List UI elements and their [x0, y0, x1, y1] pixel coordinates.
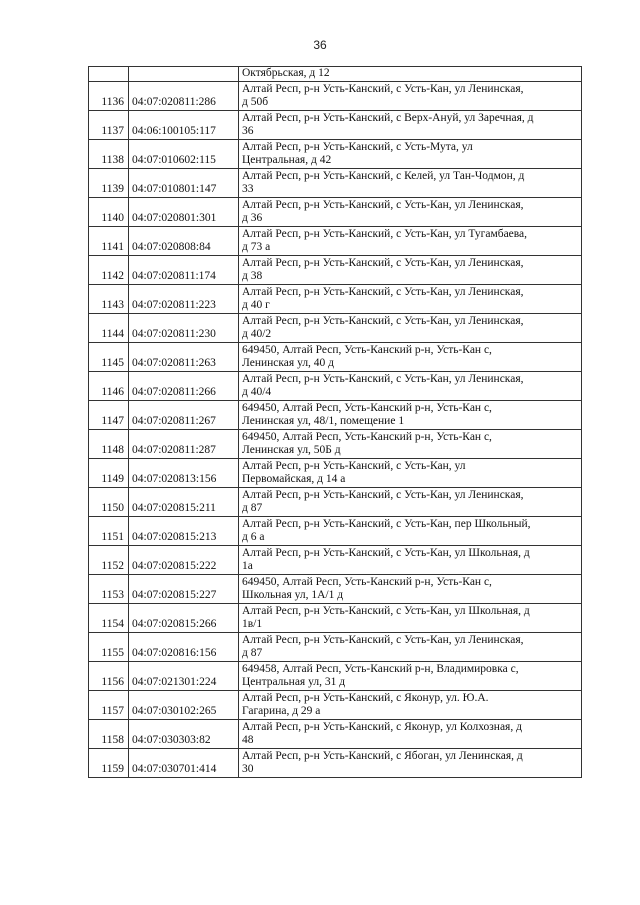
row-number-cell: 1143: [89, 284, 129, 313]
address-cell: [239, 139, 582, 168]
address-cell: [239, 110, 582, 139]
table-row: [89, 632, 582, 661]
cadastral-number-cell: 04:07:020811:287: [129, 429, 239, 458]
address-line: Алтай Респ, р-н Усть-Канский, с Яконур, ул. Ю.А.: [242, 691, 489, 704]
table-row: [89, 342, 582, 371]
address-cell: [239, 67, 582, 82]
address-line: 649458, Алтай Респ, Усть-Канский р-н, Владимировка с,: [242, 662, 519, 675]
table-row: [89, 81, 582, 110]
address-line: д 38: [242, 270, 263, 282]
address-line: 33: [242, 183, 254, 195]
row-number-cell: 1153: [89, 574, 129, 603]
address-line: 30: [242, 763, 254, 775]
address-line: 36: [242, 125, 254, 137]
cadastral-number-cell: 04:07:030701:414: [129, 748, 239, 777]
cadastral-number-cell: 04:07:020815:213: [129, 516, 239, 545]
address-line: Алтай Респ, р-н Усть-Канский, с Усть-Кан, ул: [242, 459, 466, 472]
cadastral-number-cell: 04:07:020815:227: [129, 574, 239, 603]
address-line: Алтай Респ, р-н Усть-Канский, с Усть-Кан, ул Ленинская,: [242, 256, 524, 269]
cadastral-number-cell: 04:07:030303:82: [129, 719, 239, 748]
address-line: 649450, Алтай Респ, Усть-Канский р-н, Усть-Кан с,: [242, 343, 492, 356]
cadastral-number-cell: 04:07:020811:174: [129, 255, 239, 284]
cadastral-number-cell: 04:07:020811:266: [129, 371, 239, 400]
address-line: Алтай Респ, р-н Усть-Канский, с Усть-Кан, ул Ленинская,: [242, 314, 524, 327]
address-cell: [239, 487, 582, 516]
address-line: Ленинская ул, 50Б д: [242, 444, 341, 456]
address-cell: [239, 400, 582, 429]
cadastral-number-cell: 04:07:020811:223: [129, 284, 239, 313]
address-line: д 40/4: [242, 386, 272, 398]
address-line: Центральная, д 42: [242, 154, 332, 166]
address-cell: [239, 313, 582, 342]
table-row: [89, 429, 582, 458]
table-row: [89, 139, 582, 168]
row-number-cell: 1155: [89, 632, 129, 661]
address-line: Алтай Респ, р-н Усть-Канский, с Усть-Кан, ул Ленинская,: [242, 285, 524, 298]
address-line: д 73 а: [242, 241, 271, 253]
row-number-cell: 1147: [89, 400, 129, 429]
table-row: [89, 748, 582, 777]
address-line: Алтай Респ, р-н Усть-Канский, с Усть-Кан, ул Школьная, д: [242, 546, 530, 559]
address-cell: [239, 545, 582, 574]
address-line: Алтай Респ, р-н Усть-Канский, с Усть-Кан, ул Ленинская,: [242, 82, 524, 95]
cadastral-number-cell: 04:07:020801:301: [129, 197, 239, 226]
address-line: 649450, Алтай Респ, Усть-Канский р-н, Усть-Кан с,: [242, 575, 492, 588]
address-line: д 40 г: [242, 299, 270, 311]
address-cell: [239, 690, 582, 719]
address-cell: [239, 168, 582, 197]
address-line: Алтай Респ, р-н Усть-Канский, с Усть-Мута, ул: [242, 140, 473, 153]
table-row: [89, 197, 582, 226]
address-line: Алтай Респ, р-н Усть-Канский, с Усть-Кан, пер Школьный,: [242, 517, 531, 530]
address-cell: [239, 429, 582, 458]
table-row: [89, 371, 582, 400]
address-cell: [239, 632, 582, 661]
cadastral-number-cell: 04:07:020811:263: [129, 342, 239, 371]
address-cell: [239, 226, 582, 255]
address-line: Алтай Респ, р-н Усть-Канский, с Келей, ул Тан-Чодмон, д: [242, 169, 525, 182]
address-line: д 87: [242, 502, 263, 514]
cadastral-number-cell: 04:07:020811:286: [129, 81, 239, 110]
row-number-cell: 1142: [89, 255, 129, 284]
table-row: [89, 313, 582, 342]
row-number-cell: 1141: [89, 226, 129, 255]
table-row: [89, 255, 582, 284]
table-row: [89, 661, 582, 690]
address-line: Октябрьская, д 12: [242, 67, 330, 79]
address-line: Алтай Респ, р-н Усть-Канский, с Усть-Кан, ул Ленинская,: [242, 633, 524, 646]
row-number-cell: 1148: [89, 429, 129, 458]
cadastral-number-cell: 04:07:010801:147: [129, 168, 239, 197]
address-line: Ленинская ул, 48/1, помещение 1: [242, 415, 405, 427]
address-line: 1в/1: [242, 618, 263, 630]
cadastral-number-cell: 04:07:020813:156: [129, 458, 239, 487]
address-cell: [239, 719, 582, 748]
address-line: Алтай Респ, р-н Усть-Канский, с Ябоган, ул Ленинская, д: [242, 749, 523, 762]
row-number-cell: 1151: [89, 516, 129, 545]
address-line: Школьная ул, 1А/1 д: [242, 589, 344, 601]
table-row-continuation: [89, 67, 582, 82]
cadastral-number-cell: 04:07:010602:115: [129, 139, 239, 168]
page-number: 36: [313, 38, 327, 52]
row-number-cell: 1139: [89, 168, 129, 197]
table-row: [89, 400, 582, 429]
row-number-cell: 1137: [89, 110, 129, 139]
row-number-cell: 1152: [89, 545, 129, 574]
cadastral-number-cell: 04:07:030102:265: [129, 690, 239, 719]
address-line: 1а: [242, 560, 253, 572]
row-number-cell: 1144: [89, 313, 129, 342]
address-line: Алтай Респ, р-н Усть-Канский, с Усть-Кан, ул Ленинская,: [242, 198, 524, 211]
address-cell: [239, 603, 582, 632]
address-cell: [239, 81, 582, 110]
address-line: д 36: [242, 212, 263, 224]
cadastral-number-cell: 04:07:020815:211: [129, 487, 239, 516]
address-line: 649450, Алтай Респ, Усть-Канский р-н, Усть-Кан с,: [242, 430, 492, 443]
cadastral-number-cell: 04:07:020815:266: [129, 603, 239, 632]
row-number-cell: 1157: [89, 690, 129, 719]
address-cell: [239, 748, 582, 777]
row-number-cell: 1159: [89, 748, 129, 777]
row-number-cell: 1149: [89, 458, 129, 487]
table-row: [89, 458, 582, 487]
address-line: 649450, Алтай Респ, Усть-Канский р-н, Усть-Кан с,: [242, 401, 492, 414]
address-line: Алтай Респ, р-н Усть-Канский, с Усть-Кан, ул Тугамбаева,: [242, 227, 528, 240]
address-line: д 40/2: [242, 328, 272, 340]
table-row: [89, 487, 582, 516]
row-number-cell: 1136: [89, 81, 129, 110]
address-line: Алтай Респ, р-н Усть-Канский, с Усть-Кан, ул Ленинская,: [242, 488, 524, 501]
address-line: Первомайская, д 14 а: [242, 473, 346, 485]
registry-table-body: [89, 67, 582, 778]
address-line: д 50б: [242, 96, 269, 108]
address-line: д 87: [242, 647, 263, 659]
address-line: Гагарина, д 29 а: [242, 705, 321, 717]
cadastral-number-cell: 04:07:020808:84: [129, 226, 239, 255]
registry-table: [88, 66, 582, 778]
table-row: [89, 516, 582, 545]
table-row: [89, 284, 582, 313]
row-number-cell: 1140: [89, 197, 129, 226]
address-cell: [239, 516, 582, 545]
table-row: [89, 574, 582, 603]
table-row: [89, 110, 582, 139]
address-cell: [239, 458, 582, 487]
address-line: Ленинская ул, 40 д: [242, 357, 335, 369]
cadastral-number-cell: 04:07:020811:267: [129, 400, 239, 429]
row-number-cell: 1146: [89, 371, 129, 400]
address-cell: [239, 574, 582, 603]
address-cell: [239, 371, 582, 400]
cadastral-number-cell: 04:07:020811:230: [129, 313, 239, 342]
table-row: [89, 545, 582, 574]
table-row: [89, 690, 582, 719]
table-row: [89, 168, 582, 197]
address-line: Алтай Респ, р-н Усть-Канский, с Усть-Кан, ул Ленинская,: [242, 372, 524, 385]
cadastral-number-cell: 04:07:020816:156: [129, 632, 239, 661]
address-cell: [239, 661, 582, 690]
address-cell: [239, 284, 582, 313]
cadastral-number-cell: [129, 67, 239, 82]
address-line: д 6 а: [242, 531, 265, 543]
row-number-cell: 1158: [89, 719, 129, 748]
table-row: [89, 719, 582, 748]
row-number-cell: 1154: [89, 603, 129, 632]
address-line: Центральная ул, 31 д: [242, 676, 346, 688]
address-line: Алтай Респ, р-н Усть-Канский, с Усть-Кан, ул Школьная, д: [242, 604, 530, 617]
row-number-cell: 1150: [89, 487, 129, 516]
address-cell: [239, 342, 582, 371]
table-row: [89, 603, 582, 632]
address-line: Алтай Респ, р-н Усть-Канский, с Верх-Ануй, ул Заречная, д: [242, 111, 534, 124]
address-line: 48: [242, 734, 254, 746]
table-row: [89, 226, 582, 255]
address-cell: [239, 197, 582, 226]
row-number-cell: 1138: [89, 139, 129, 168]
row-number-cell: [89, 67, 129, 82]
cadastral-number-cell: 04:07:020815:222: [129, 545, 239, 574]
row-number-cell: 1145: [89, 342, 129, 371]
row-number-cell: 1156: [89, 661, 129, 690]
cadastral-number-cell: 04:07:021301:224: [129, 661, 239, 690]
address-line: Алтай Респ, р-н Усть-Канский, с Яконур, ул Колхозная, д: [242, 720, 522, 733]
address-cell: [239, 255, 582, 284]
cadastral-number-cell: 04:06:100105:117: [129, 110, 239, 139]
